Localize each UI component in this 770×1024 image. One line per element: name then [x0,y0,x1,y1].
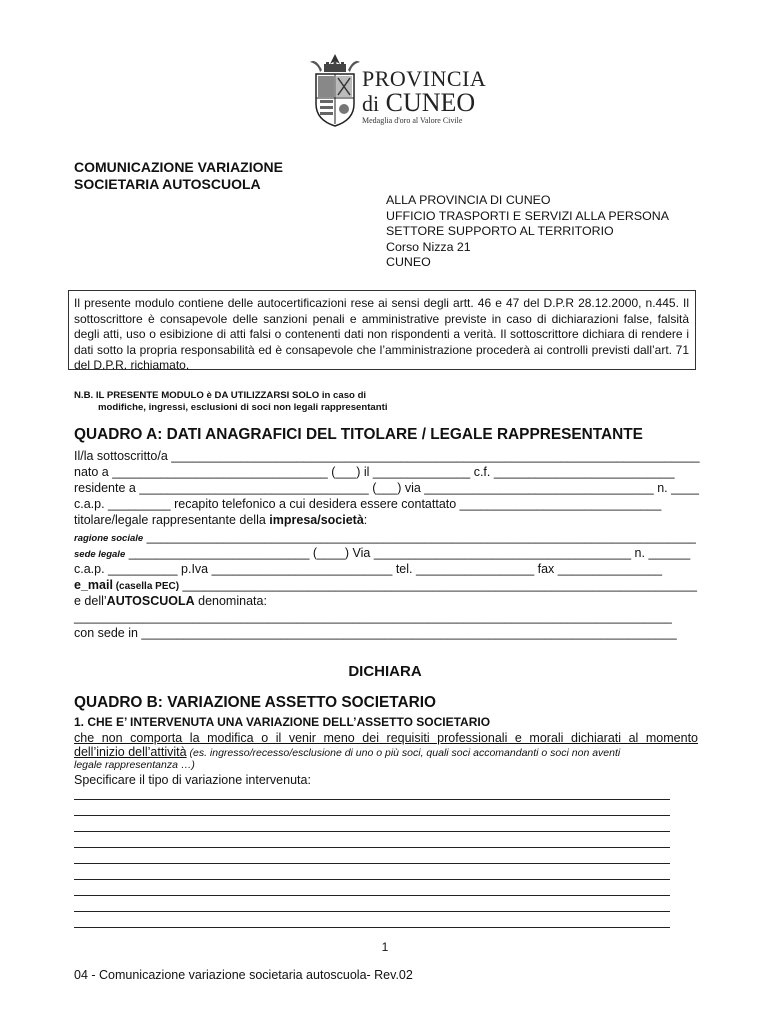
quadro-b-text-underlined: dell’inizio dell’attività [74,745,187,759]
recipient-address [386,193,669,271]
label-titolare [74,512,367,528]
blank-email[interactable]: __________________________________________________________________________ [179,578,697,592]
quadro-b-text-line-1: che non comporta la modifica o il venir meno dei requisiti professionali e morali dichiarati al momento [74,731,698,745]
label-ragione-sociale: ragione sociale [74,533,144,544]
logo-wordmark [362,68,486,117]
label-pec: (casella PEC) [112,581,180,592]
nb-line-2: modifiche, ingressi, esclusioni di soci non legali rappresentanti [98,401,388,413]
form-title-line-1: COMUNICAZIONE VARIAZIONE [74,159,283,175]
quadro-b-example: (es. ingresso/recesso/esclusione di uno o più soci, quali soci accomandanti o soci non aventi [186,747,621,759]
write-line[interactable] [74,815,670,816]
quadro-b-example-cont: legale rappresentanza …) [74,759,195,771]
write-line[interactable] [74,863,670,864]
field-con-sede-in[interactable]: con sede in _____________________________________________________________________________ [74,626,677,640]
recipient-line: UFFICIO TRASPORTI E SERVIZI ALLA PERSONA [386,208,669,223]
write-line[interactable] [74,895,670,896]
blank-ragione-sociale[interactable]: _______________________________________________________________________________ [143,530,696,544]
field-autoscuola-nome[interactable]: ______________________________________________________________________________________ [74,610,672,624]
write-line[interactable] [74,799,670,800]
logo-line-2 [362,90,486,117]
label-sede-legale: sede legale [74,549,126,560]
quadro-a-heading: QUADRO A: DATI ANAGRAFICI DEL TITOLARE / LEGALE RAPPRESENTANTE [74,426,643,443]
label-denominata: denominata: [194,594,267,608]
label-email: e_mail [74,578,113,592]
coat-of-arms-icon [308,52,362,128]
logo-tagline: Medaglia d'oro al Valore Civile [362,116,463,125]
page-number: 1 [381,940,389,954]
field-residente[interactable]: residente a _________________________________ (___) via _________________________________ n. ____ [74,481,699,495]
write-line[interactable] [74,847,670,848]
logo-line-1: PROVINCIA [362,66,487,91]
page-footer: 04 - Comunicazione variazione societaria autoscuola- Rev.02 [74,968,413,982]
recipient-line: SETTORE SUPPORTO AL TERRITORIO [386,224,614,238]
blank-sede-legale[interactable]: __________________________ (____) Via _____________________________________ n. ______ [125,546,691,560]
recipient-line: CUNEO [386,255,431,269]
nb-note [74,390,387,413]
provincia-cuneo-logo [308,52,487,128]
field-cap-piva-tel-fax[interactable]: c.a.p. __________ p.Iva __________________________ tel. _________________ fax _______________ [74,562,663,576]
label-impresa: impresa/società [269,513,364,527]
write-line[interactable] [74,879,670,880]
quadro-b-specify-label: Specificare il tipo di variazione intervenuta: [74,773,311,787]
quadro-b-subheading: 1. CHE E’ INTERVENUTA UNA VARIAZIONE DELL’ASSETTO SOCIETARIO [74,715,491,729]
field-nato-a[interactable]: nato a _______________________________ (___) il ______________ c.f. __________________________ [74,465,675,479]
write-line[interactable] [74,927,670,928]
field-cap-telefono[interactable]: c.a.p. _________ recapito telefonico a cui desidera essere contattato _____________________________ [74,497,662,511]
label-colon: : [363,513,368,527]
form-title-line-2: SOCIETARIA AUTOSCUOLA [74,176,261,192]
write-line[interactable] [74,831,670,832]
label-autoscuola [74,593,267,609]
field-sottoscritto[interactable]: Il/la sottoscritto/a ____________________________________________________________________________ [74,449,700,463]
logo-cuneo: CUNEO [385,88,476,117]
label-titolare-text: titolare/legale rappresentante della [74,513,270,527]
quadro-b-heading: QUADRO B: VARIAZIONE ASSETTO SOCIETARIO [74,694,436,711]
write-line[interactable] [74,911,670,912]
nb-line-1: N.B. IL PRESENTE MODULO è DA UTILIZZARSI SOLO in caso di [74,390,367,401]
recipient-line: Corso Nizza 21 [386,239,471,254]
logo-di: di [362,91,380,116]
legal-notice-box: Il presente modulo contiene delle autocertificazioni rese ai sensi degli artt. 46 e 47 del D.P.R 28.12.2000, n.445. Il sottoscrittore è consapevole delle sanzioni penali e amministrative previste in caso di dichiarazioni false, falsità degli atti, uso o esibizione di atti falsi o contenenti dati non rispondenti a verità. Il sottoscrittore dichiara di rendere i dati sotto la propria responsabilità ed è consapevole che l’amministrazione procederà ai controlli previsti dall’art. 71 del D.P.R. richiamato. [68,290,696,370]
form-title [74,159,283,193]
dichiara-heading: DICHIARA [348,663,422,680]
recipient-line: ALLA PROVINCIA DI CUNEO [386,193,551,207]
label-autoscuola-bold: AUTOSCUOLA [106,594,195,608]
label-e-dell: e dell’ [74,594,107,608]
